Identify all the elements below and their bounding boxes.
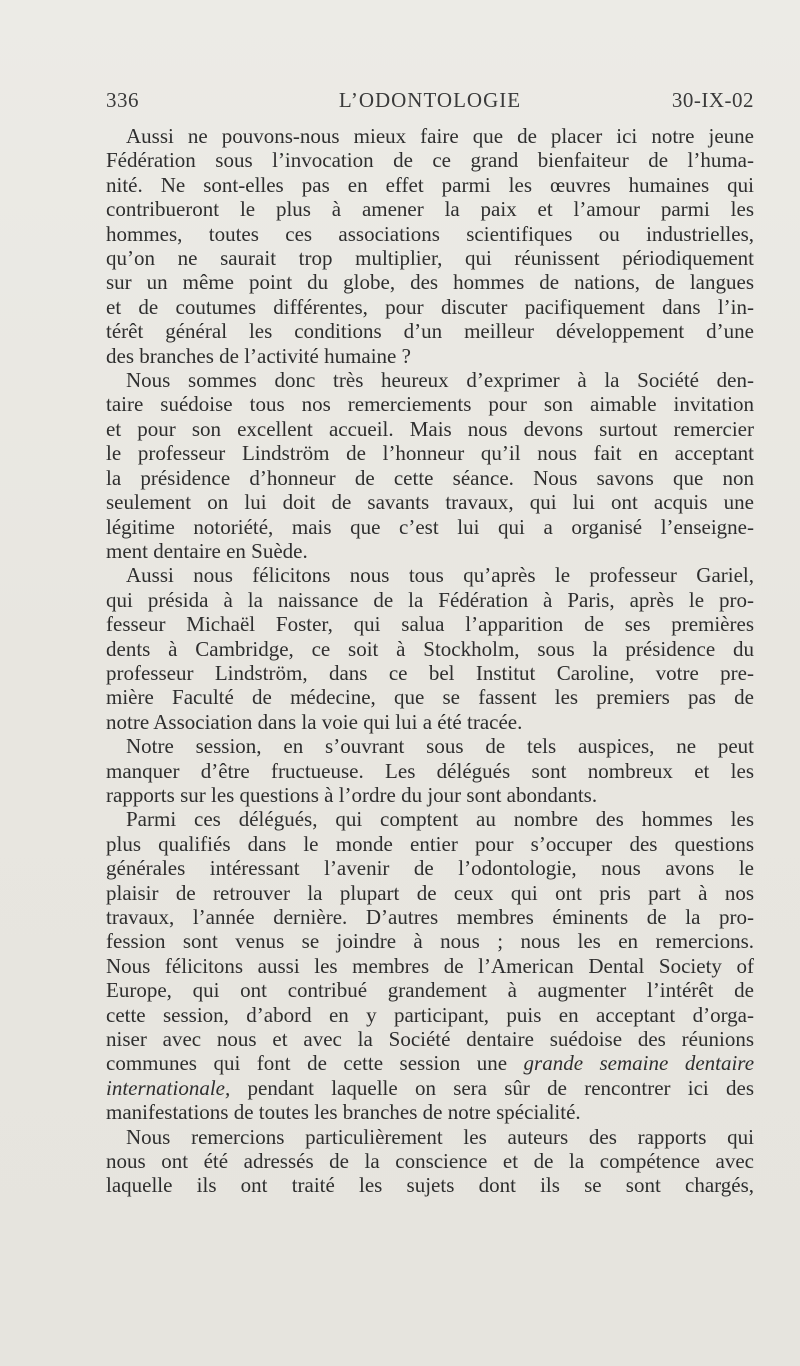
text-line: qu’on ne saurait trop multiplier, qui réunissent périodiquement <box>106 246 754 271</box>
journal-title: L’ODONTOLOGIE <box>338 88 522 112</box>
text-line: légitime notoriété, mais que c’est lui qui a organisé l’enseigne- <box>106 514 754 539</box>
text-segment: pendant laquelle on sera sûr de rencontrer ici des <box>247 1075 754 1100</box>
text-line: Fédération sous l’invocation de ce grand bienfaiteur de l’huma- <box>106 148 754 173</box>
text-line: seulement on lui doit de savants travaux, qui lui ont acquis une <box>106 490 754 515</box>
paragraph-2 <box>106 368 754 563</box>
text-line: Parmi ces délégués, qui comptent au nombre des hommes les <box>126 807 754 832</box>
text-line: Nous remercions particulièrement les auteurs des rapports qui <box>126 1124 754 1149</box>
text-line: générales intéressant l’avenir de l’odontologie, nous avons le <box>106 856 754 881</box>
text-line: Europe, qui ont contribué grandement à augmenter l’intérêt de <box>106 978 754 1003</box>
text-line: dents à Cambridge, ce soit à Stockholm, sous la présidence du <box>106 636 754 661</box>
text-line: rapports sur les questions à l’ordre du jour sont abondants. <box>106 782 598 807</box>
text-line: sur un même point du globe, des hommes de nations, de langues <box>106 270 754 295</box>
text-line: travaux, l’année dernière. D’autres membres éminents de la pro- <box>106 905 754 929</box>
text-line: et pour son excellent accueil. Mais nous devons surtout remercier <box>106 416 754 441</box>
paragraph-6 <box>106 1125 754 1198</box>
text-line: contribueront le plus à amener la paix et l’amour parmi les <box>106 197 754 222</box>
running-header <box>106 88 754 122</box>
text-line: laquelle ils ont traité les sujets dont ils se sont chargés, <box>106 1173 754 1198</box>
text-line: cette session, d’abord en y participant, puis en acceptant d’orga- <box>106 1002 754 1027</box>
paragraph-1 <box>106 124 754 368</box>
text-line: professeur Lindström, dans ce bel Institut Caroline, votre pre- <box>106 660 754 685</box>
text-line: Nous félicitons aussi les membres de l’American Dental Society of <box>106 953 754 978</box>
text-line: hommes, toutes ces associations scientifiques ou industrielles, <box>106 221 754 246</box>
text-line-with-italic <box>106 1076 754 1100</box>
text-line: la présidence d’honneur de cette séance. Nous savons que non <box>106 465 754 490</box>
text-line: mière Faculté de médecine, que se fassent les premiers pas de <box>106 685 754 710</box>
text-line: nité. Ne sont-elles pas en effet parmi les œuvres humaines qui <box>106 172 754 197</box>
text-line: fesseur Michaël Foster, qui salua l’apparition de ses premières <box>106 612 754 637</box>
text-line: des branches de l’activité humaine ? <box>106 343 411 368</box>
text-line: le professeur Lindström de l’honneur qu’il nous fait en acceptant <box>106 441 754 466</box>
text-line: Aussi nous félicitons nous tous qu’après le professeur Gariel, <box>126 563 754 588</box>
text-line: manquer d’être fructueuse. Les délégués sont nombreux et les <box>106 758 754 783</box>
text-line: taire suédoise tous nos remerciements pour son aimable invitation <box>106 392 754 417</box>
italic-phrase: grande semaine dentaire <box>523 1051 755 1076</box>
page-number: 336 <box>106 88 139 112</box>
text-line: plus qualifiés dans le monde entier pour s’occuper des questions <box>106 831 754 856</box>
text-line: fession sont venus se joindre à nous ; nous les en remercions. <box>106 929 754 954</box>
text-line: nous ont été adressés de la conscience et de la compétence avec <box>106 1149 754 1174</box>
text-line: plaisir de retrouver la plupart de ceux qui ont pris part à nos <box>106 880 754 905</box>
text-line: et de coutumes différentes, pour discuter pacifiquement dans l’in- <box>106 294 754 319</box>
text-line: notre Association dans la voie qui lui a été tracée. <box>106 709 523 734</box>
body-text <box>106 124 754 1198</box>
paragraph-5 <box>106 807 754 1124</box>
paragraph-4 <box>106 734 754 807</box>
text-line: Aussi ne pouvons-nous mieux faire que de placer ici notre jeune <box>126 124 754 148</box>
text-line: niser avec nous et avec la Société dentaire suédoise des réunions <box>106 1027 754 1052</box>
issue-date: 30-IX-02 <box>671 88 754 112</box>
text-line: Notre session, en s’ouvrant sous de tels auspices, ne peut <box>126 734 754 759</box>
text-segment: communes qui font de cette session une <box>106 1051 508 1076</box>
text-line: térêt général les conditions d’un meilleur développement d’une <box>106 319 754 344</box>
text-line: Nous sommes donc très heureux d’exprimer à la Société den- <box>126 368 754 393</box>
text-line: ment dentaire en Suède. <box>106 538 308 563</box>
text-line: manifestations de toutes les branches de notre spécialité. <box>106 1100 581 1125</box>
text-line-with-italic <box>106 1051 754 1075</box>
paragraph-3 <box>106 563 754 734</box>
text-line: qui présida à la naissance de la Fédération à Paris, après le pro- <box>106 587 754 612</box>
italic-phrase: internationale, <box>106 1075 231 1100</box>
